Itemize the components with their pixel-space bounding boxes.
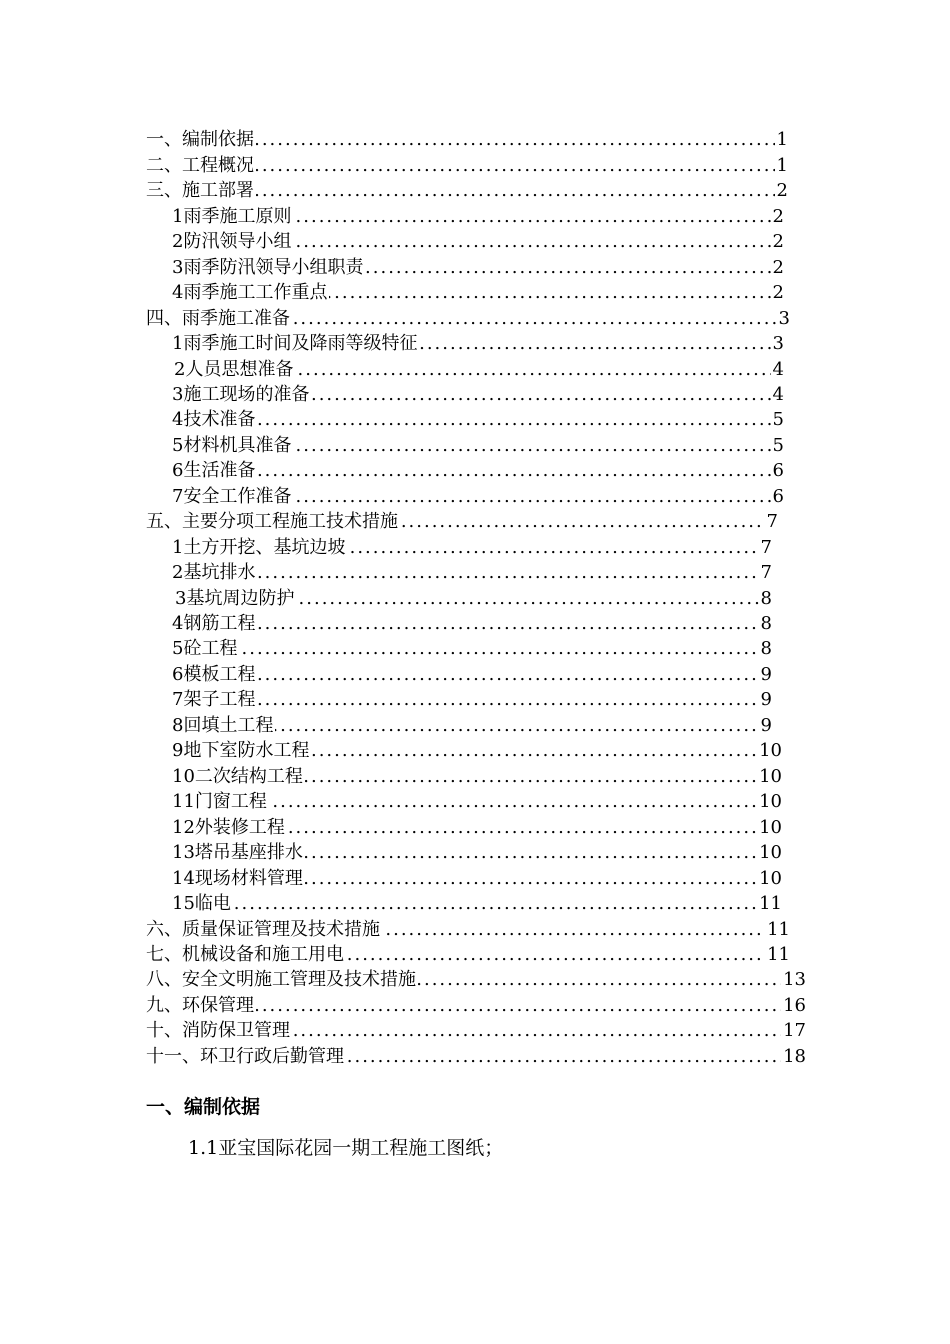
toc-entry-page: 18 [781, 1044, 806, 1070]
toc-entry-title: 十一、环卫行政后勤管理 [146, 1044, 346, 1070]
toc-entry-title: 三、施工部署 [146, 178, 256, 204]
toc-entry-page: 10 [757, 738, 782, 764]
toc-entry-page: 3 [777, 306, 790, 332]
toc-leader-dots [172, 611, 772, 637]
toc-entry-page: 10 [757, 840, 782, 866]
toc-entry[interactable] [172, 891, 782, 917]
toc-entry-title: 2人员思想准备 [174, 357, 295, 383]
toc-entry-title: 15临电 [172, 891, 233, 917]
toc-entry[interactable] [172, 713, 772, 739]
toc-entry-page: 9 [759, 687, 772, 713]
toc-entry[interactable] [172, 687, 772, 713]
toc-entry-page: 7 [765, 509, 778, 535]
toc-leader-dots [172, 458, 784, 484]
toc-entry-title: 6生活准备 [172, 458, 257, 484]
toc-entry-page: 16 [781, 993, 806, 1019]
toc-entry-page: 5 [771, 433, 784, 459]
toc-entry[interactable] [172, 560, 772, 586]
toc-entry-title: 9地下室防水工程 [172, 738, 311, 764]
toc-entry-page: 3 [771, 331, 784, 357]
toc-entry[interactable] [172, 866, 782, 892]
toc-entry-page: 4 [771, 382, 784, 408]
toc-entry-title: 7架子工程 [172, 687, 257, 713]
toc-entry[interactable] [172, 280, 784, 306]
toc-leader-dots [172, 560, 772, 586]
toc-entry[interactable] [146, 509, 778, 535]
toc-entry-page: 2 [771, 280, 784, 306]
toc-entry-title: 4技术准备 [172, 407, 257, 433]
toc-leader-dots [172, 407, 784, 433]
toc-entry-page: 13 [781, 967, 806, 993]
toc-entry-title: 八、安全文明施工管理及技术措施 [146, 967, 418, 993]
toc-entry-page: 8 [759, 611, 772, 637]
toc-entry-title: 二、工程概况 [146, 153, 256, 179]
toc-entry-page: 2 [771, 204, 784, 230]
toc-entry-title: 十、消防保卫管理 [146, 1018, 292, 1044]
toc-entry-title: 6模板工程 [172, 662, 257, 688]
toc-entry-page: 9 [759, 713, 772, 739]
toc-entry[interactable] [146, 993, 806, 1019]
toc-entry-page: 10 [757, 789, 782, 815]
toc-entry-page: 10 [757, 866, 782, 892]
toc-entry[interactable] [172, 611, 772, 637]
toc-entry-title: 3施工现场的准备 [172, 382, 311, 408]
toc-entry-page: 2 [775, 178, 788, 204]
toc-entry-title: 四、雨季施工准备 [146, 306, 292, 332]
toc-entry-title: 5砼工程 [172, 636, 239, 662]
toc-entry-page: 11 [757, 891, 782, 917]
toc-entry-title: 1雨季施工时间及降雨等级特征 [172, 331, 419, 357]
toc-entry-title: 3雨季防汛领导小组职责 [172, 255, 365, 281]
toc-entry[interactable] [146, 153, 788, 179]
toc-entry-page: 4 [771, 357, 784, 383]
toc-entry[interactable] [146, 1044, 806, 1070]
toc-entry-page: 8 [759, 586, 772, 612]
toc-entry-title: 4钢筋工程 [172, 611, 257, 637]
toc-entry[interactable] [172, 636, 772, 662]
toc-entry-page: 2 [771, 255, 784, 281]
toc-entry[interactable] [172, 738, 782, 764]
toc-entry[interactable] [172, 840, 782, 866]
toc-entry-page: 9 [759, 662, 772, 688]
toc-entry[interactable] [174, 357, 784, 383]
toc-entry[interactable] [172, 764, 782, 790]
toc-entry[interactable] [146, 306, 790, 332]
toc-entry[interactable] [146, 967, 806, 993]
toc-entry-page: 1 [775, 127, 788, 153]
toc-entry-title: 1土方开挖、基坑边坡 [172, 535, 347, 561]
toc-entry[interactable] [172, 484, 784, 510]
toc-entry-title: 2防汛领导小组 [172, 229, 293, 255]
toc-entry[interactable] [146, 942, 790, 968]
toc-entry[interactable] [172, 535, 772, 561]
toc-entry-page: 10 [757, 815, 782, 841]
toc-entry-title: 七、机械设备和施工用电 [146, 942, 346, 968]
toc-entry-page: 1 [775, 153, 788, 179]
toc-entry-title: 14现场材料管理 [172, 866, 305, 892]
toc-entry-title: 九、环保管理 [146, 993, 256, 1019]
toc-entry-page: 11 [765, 942, 790, 968]
toc-entry-title: 12外装修工程 [172, 815, 287, 841]
toc-entry-title: 7安全工作准备 [172, 484, 293, 510]
toc-entry[interactable] [172, 433, 784, 459]
toc-entry[interactable] [172, 662, 772, 688]
toc-entry[interactable] [172, 407, 784, 433]
toc-entry-title: 5材料机具准备 [172, 433, 293, 459]
toc-leader-dots [172, 636, 772, 662]
toc-entry-page: 11 [765, 917, 790, 943]
section-heading: 一、编制依据 [146, 1096, 261, 1118]
toc-entry[interactable] [146, 917, 790, 943]
toc-entry-title: 10二次结构工程 [172, 764, 305, 790]
toc-entry-page: 17 [781, 1018, 806, 1044]
toc-entry-page: 2 [771, 229, 784, 255]
toc-entry-page: 6 [771, 484, 784, 510]
toc-entry-title: 8回填土工程 [172, 713, 275, 739]
toc-entry-page: 10 [757, 764, 782, 790]
toc-entry-title: 4雨季施工工作重点 [172, 280, 329, 306]
toc-entry-title: 一、编制依据 [146, 127, 256, 153]
toc-entry[interactable] [172, 255, 784, 281]
toc-entry[interactable] [172, 331, 784, 357]
toc-entry[interactable] [146, 1018, 806, 1044]
toc-entry[interactable] [146, 127, 788, 153]
toc-entry[interactable] [172, 789, 782, 815]
toc-entry-title: 六、质量保证管理及技术措施 [146, 917, 382, 943]
toc-leader-dots [172, 891, 782, 917]
toc-entry-title: 1雨季施工原则 [172, 204, 293, 230]
toc-entry-page: 7 [759, 535, 772, 561]
toc-entry[interactable] [172, 382, 784, 408]
toc-entry-title: 3基坑周边防护 [175, 586, 296, 612]
toc-entry-page: 7 [759, 560, 772, 586]
body-paragraph: 1.1亚宝国际花园一期工程施工图纸； [188, 1137, 504, 1159]
toc-entry-title: 13塔吊基座排水 [172, 840, 305, 866]
toc-entry[interactable] [172, 815, 782, 841]
toc-entry-title: 11门窗工程 [172, 789, 269, 815]
toc-entry-title: 五、主要分项工程施工技术措施 [146, 509, 400, 535]
toc-entry[interactable] [172, 458, 784, 484]
toc-entry[interactable] [146, 178, 788, 204]
toc-leader-dots [172, 662, 772, 688]
toc-entry-page: 8 [759, 636, 772, 662]
toc-entry-title: 2基坑排水 [172, 560, 257, 586]
toc-leader-dots [172, 687, 772, 713]
toc-entry-page: 5 [771, 407, 784, 433]
toc-entry[interactable] [172, 229, 784, 255]
toc-entry[interactable] [175, 586, 772, 612]
toc-entry-page: 6 [771, 458, 784, 484]
toc-entry[interactable] [172, 204, 784, 230]
